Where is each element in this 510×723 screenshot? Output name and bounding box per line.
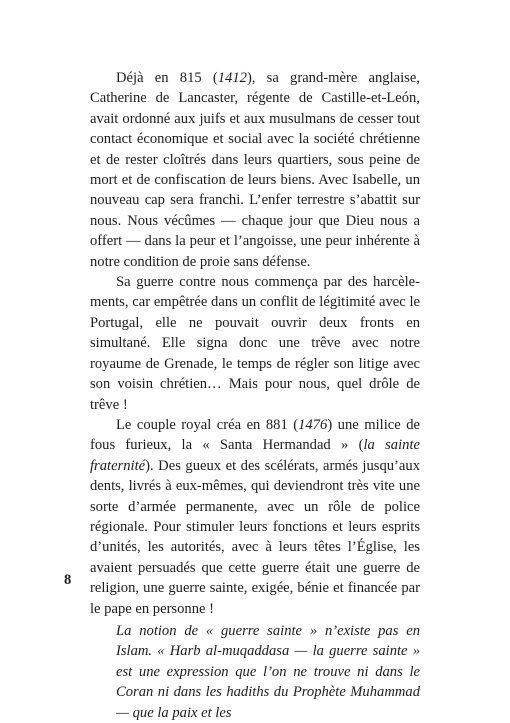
paragraph-3-translation: la sainte fraternité [90, 437, 420, 474]
body-text [90, 68, 420, 723]
paragraph-2-text: Sa guerre contre nous commença par des harcèlements, car empêtrée dans un conflit de légitimité avec le Portugal, elle ne pouvait ouvrir deux fronts en simultané. Elle signa donc une trêve avec notre royaume de Grenade, le temps de régler son litige avec son voisin chrétien… Mais pour nous, quel drôle de trêve ! [90, 274, 420, 413]
paragraph-3-part-1: Le couple royal créa en 881 ( [116, 416, 299, 433]
paragraph-3 [90, 415, 420, 619]
paragraph-1-part-2: ), sa grand-mère anglaise, Catherine de Lancaster, régente de Castille-et-León, avait ordonné aux juifs et aux musulmans de cesser tout contact économique et social avec la société chrétienne et de rester cloîtrés dans leurs quartiers, sous peine de mort et de confiscation de leurs biens. Avec Isabelle, un nouveau cap sera franchi. L’enfer terrestre s’abattit sur nous. Nous vécûmes — chaque jour que Dieu nous a offert — dans la peur et l’angoisse, une peur inhérente à notre condition de proie sans défense. [90, 70, 420, 270]
paragraph-1-date: 1412 [217, 70, 247, 86]
paragraph-1 [90, 68, 420, 272]
paragraph-1-part-1: Déjà en 815 ( [116, 70, 218, 86]
paragraph-3-date: 1476 [298, 416, 328, 433]
paragraph-3-part-2: ) une milice de fous furieux, la « Santa Hermandad » ( [90, 416, 420, 454]
page-number: 8 [64, 572, 72, 588]
quote-paragraph [90, 621, 420, 723]
paragraph-3-part-3: ). Des gueux et des scélérats, armés jusqu’aux dents, livrés à eux-mêmes, qui deviendront très vite une sorte d’armée permanente, avec un rôle de police régionale. Pour stimuler leurs fonctions et leurs esprits d’unités, les autorités, avec à leurs têtes l’Église, les avaient persuadés que cette guerre était une guerre de religion, une guerre sainte, exigée, bénie et financée par le pape en personne ! [90, 457, 420, 617]
paragraph-2 [90, 272, 420, 415]
quote-text: La notion de « guerre sainte » n’existe pas en Islam. « Harb al-muqaddasa — la guerre sainte » est une expression que l’on ne trouve ni dans le Coran ni dans les hadiths du Prophète Muhammad — que la paix et les [116, 622, 420, 721]
